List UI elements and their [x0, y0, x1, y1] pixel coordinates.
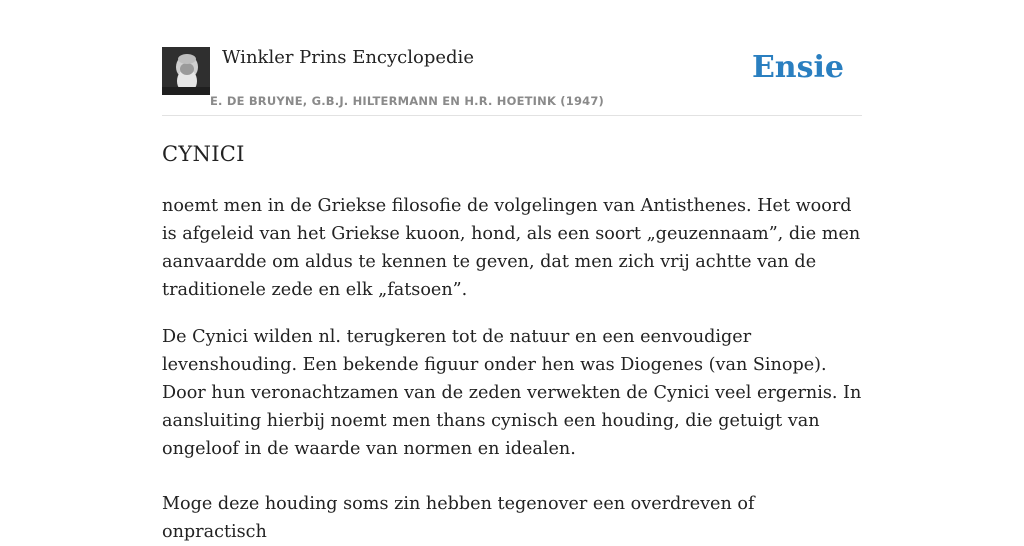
brand-logo-link[interactable]: Ensie [751, 50, 844, 85]
site-header [162, 45, 862, 116]
article-paragraph: De Cynici wilden nl. terugkeren tot de natuur en een eenvoudiger levenshouding. Een bekende figuur onder hen was Diogenes (van Sinope). Door hun veronachtzamen van de zeden verwekten de Cynici veel ergernis. In aansluiting hierbij noemt men thans cynisch een houding, die getuigt van ongeloof in de waarde van normen en idealen. [162, 327, 862, 459]
site-subtitle-authors: E. DE BRUYNE, G.B.J. HILTERMANN EN H.R. HOETINK (1947) [210, 94, 605, 108]
author-avatar[interactable] [162, 47, 210, 95]
article [162, 138, 862, 546]
article-paragraph: noemt men in de Griekse filosofie de volgelingen van Antisthenes. Het woord is afgeleid van het Griekse kuoon, hond, als een soort „geuzennaam”, die men aanvaardde om aldus te kennen te geven, dat men zich vrij achtte van de traditionele zede en elk „fatsoen”. [162, 196, 861, 300]
page-title: CYNICI [162, 142, 245, 166]
site-title[interactable]: Winkler Prins Encyclopedie [222, 47, 474, 68]
avatar-portrait-image [162, 47, 210, 95]
article-paragraph: Moge deze houding soms zin hebben tegenover een overdreven of onpractisch [162, 494, 755, 542]
